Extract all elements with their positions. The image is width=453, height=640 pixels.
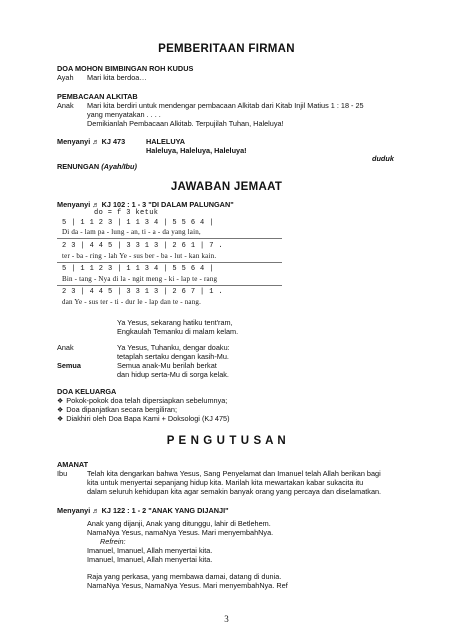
renungan-who: (Ayah/Ibu): [101, 162, 137, 171]
section-title-jawaban: JAWABAN JEMAAT: [170, 181, 283, 193]
score-notes-2: 2 3 | 4 4 5 | 3 3 1 3 | 2 6 1 | 7 .: [62, 242, 224, 250]
verse2-line: Raja yang perkasa, yang membawa damai, datang di dunia.: [87, 572, 282, 581]
score-divider: [57, 285, 282, 286]
amanat-heading: AMANAT: [57, 460, 89, 469]
score-notes-3: 5 | 1 1 2 3 | 1 1 3 4 | 5 5 6 4 |: [62, 265, 214, 273]
score-divider: [57, 238, 282, 239]
diamond-bullet-icon: ❖: [57, 398, 64, 405]
score-divider: [57, 262, 282, 263]
keluarga-heading: DOA KELUARGA: [57, 387, 117, 396]
refrain-label: Refrein:: [100, 537, 126, 546]
list-item: ❖ Doa dipanjatkan secara bergiliran;: [57, 405, 178, 414]
baca-line-2: yang menyatakan . . . .: [87, 110, 161, 119]
semua-line: dan hidup serta-Mu di sorga kelak.: [117, 370, 229, 379]
section-title-pemberitaan: PEMBERITAAN FIRMAN: [158, 43, 295, 55]
refrain-line: Imanuel, Imanuel, Allah menyertai kita.: [87, 546, 213, 555]
anak-line: tetaplah sertaku dengan kasih-Mu.: [117, 352, 229, 361]
song-line: NamaNya Yesus, namaNya Yesus. Mari menyembahNya.: [87, 528, 274, 537]
score-lyrics-2: ter - ba - ring - lah Ye - sus ber - ba - lut - kan kain.: [62, 252, 217, 260]
baca-heading: PEMBACAAN ALKITAB: [57, 92, 138, 101]
page-number: 3: [224, 614, 229, 624]
verse2-line: NamaNya Yesus, NamaNya Yesus. Mari menyembahNya. Ref: [87, 581, 288, 590]
amanat-line: dalam seluruh kehidupan kita agar semakin banyak orang yang percaya dan diselamatkan.: [87, 487, 382, 496]
doa-heading: DOA MOHON BIMBINGAN ROH KUDUS: [57, 64, 194, 73]
renungan-heading: RENUNGAN: [57, 162, 100, 171]
song-title-kj473: HALELUYA: [146, 137, 186, 146]
semua-role: Semua: [57, 361, 81, 370]
baca-role: Anak: [57, 101, 74, 110]
doa-text: Mari kita berdoa…: [87, 73, 147, 82]
section-title-pengutusan: P E N G U T U S A N: [166, 435, 287, 447]
song-label-kj473: Menyanyi ♬ KJ 473: [57, 137, 126, 146]
anak-line: Ya Yesus, Tuhanku, dengar doaku:: [117, 343, 230, 352]
song-key: do = f 3 ketuk: [94, 209, 159, 217]
renungan-line: [57, 162, 137, 171]
posture-note: duduk: [372, 154, 394, 163]
song-label-kj122: Menyanyi ♬ KJ 122 : 1 - 2 "ANAK YANG DIJANJI": [57, 506, 229, 515]
amanat-role: Ibu: [57, 469, 68, 478]
diamond-bullet-icon: ❖: [57, 416, 64, 423]
score-lyrics-4: dan Ye - sus ter - ti - dur le - lap dan te - nang.: [62, 298, 202, 306]
verse-line: Ya Yesus, sekarang hatiku tent'ram,: [117, 318, 233, 327]
refrain-line: Imanuel, Imanuel, Allah menyertai kita.: [87, 555, 213, 564]
song-line-kj473: Haleluya, Haleluya, Haleluya!: [146, 146, 247, 155]
semua-line: Semua anak-Mu berilah berkat: [117, 361, 217, 370]
score-notes-1: 5 | 1 1 2 3 | 1 1 3 4 | 5 5 6 4 |: [62, 219, 214, 227]
amanat-line: kita untuk menyertai sepanjang hidup kita. Marilah kita mewartakan kabar sukacita itu: [87, 478, 364, 487]
baca-line-3: Demikianlah Pembacaan Alkitab. Terpujilah Tuhan, Haleluya!: [87, 119, 284, 128]
doa-role: Ayah: [57, 73, 74, 82]
verse-line: Engkaulah Temanku di malam kelam.: [117, 327, 239, 336]
score-lyrics-1: Di da - lam pa - lung - an, ti - a - da yang lain,: [62, 228, 201, 236]
score-notes-4: 2 3 | 4 4 5 | 3 3 1 3 | 2 6 7 | 1 .: [62, 288, 224, 296]
score-lyrics-3: Bin - tang - Nya di la - ngit meng - ki - lap te - rang: [62, 275, 218, 283]
baca-line-1: Mari kita berdiri untuk mendengar pembacaan Alkitab dari Kitab Injil Matius 1 : 18 - 25: [87, 101, 364, 110]
anak-role: Anak: [57, 343, 74, 352]
song-label-kj102: Menyanyi ♬ KJ 102 : 1 - 3 "DI DALAM PALUNGAN": [57, 200, 234, 209]
song-line: Anak yang dijanji, Anak yang ditunggu, lahir di Betlehem.: [87, 519, 271, 528]
list-item: ❖ Pokok-pokok doa telah dipersiapkan sebelumnya;: [57, 396, 228, 405]
diamond-bullet-icon: ❖: [57, 407, 64, 414]
amanat-line: Telah kita dengarkan bahwa Yesus, Sang Penyelamat dan Imanuel telah Allah berikan bagi: [87, 469, 381, 478]
list-item: ❖ Diakhiri oleh Doa Bapa Kami + Doksologi (KJ 475): [57, 414, 230, 423]
